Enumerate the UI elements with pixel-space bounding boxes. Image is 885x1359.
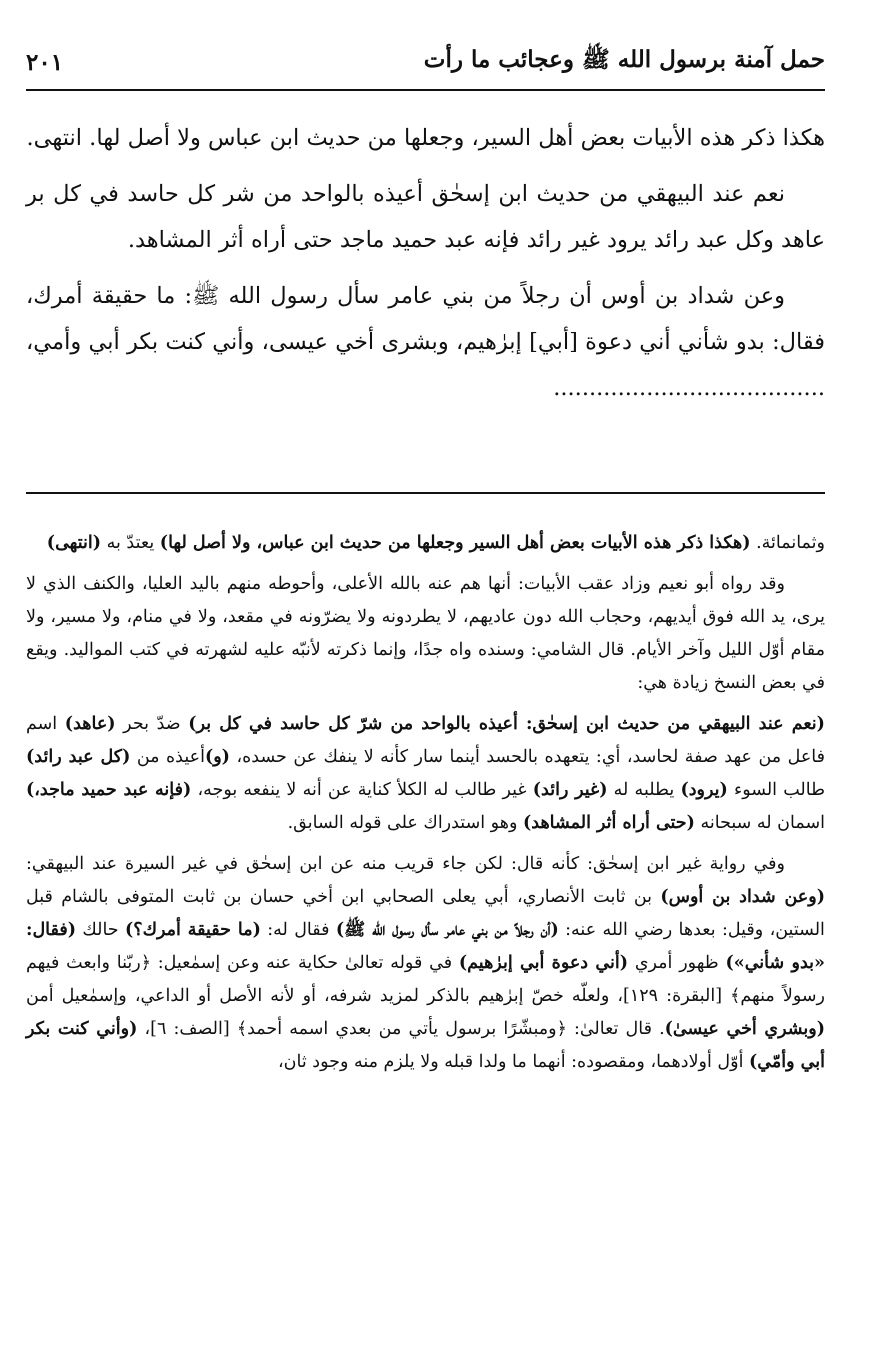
commentary-text: يعتدّ به	[106, 533, 155, 553]
commentary-text: اسم فاعل من عهد صفة لحاسد، أي: يتعهده بالحسد أينما سار كأنه لا ينفك عن حسده،	[26, 714, 825, 767]
quoted-matn: (وبشري أخي عيسىٰ)	[664, 1019, 825, 1039]
quoted-matn: (انتهى)	[46, 533, 102, 553]
quoted-matn: (وأني كنت بكر أبي وأمّي)	[26, 1019, 825, 1072]
main-paragraph-3-text: وعن شداد بن أوس أن رجلاً من بني عامر سأل رسول الله ﷺ: ما حقيقة أمرك، فقال: بدو شأني أني دعوة [أبي] إبرٰهيم، وبشرى أخي عيسى، وأني كنت بكر أبي وأمي،	[26, 283, 825, 355]
commentary-text: اسمان له سبحانه	[700, 813, 825, 833]
quoted-matn: (يرود)	[680, 780, 728, 800]
commentary-paragraph-1	[26, 527, 825, 560]
header-title: حمل آمنة برسول الله ﷺ وعجائب ما رأت	[423, 46, 825, 73]
page-number: ٢٠١	[26, 48, 64, 76]
quoted-matn: (وعن شداد بن أوس)	[660, 887, 825, 907]
footnote-divider	[26, 492, 825, 494]
commentary-text: وثمانمائة.	[756, 533, 825, 553]
commentary-text: أوّل أولادهما، ومقصوده: أنهما ما ولدا قبله ولا يلزم منه وجود ثان،	[278, 1052, 744, 1072]
commentary-text: يطلبه له	[613, 780, 675, 800]
quoted-matn: (فإنه عبد حميد ماجد،)	[26, 780, 192, 800]
commentary-text: ضدّ بحر	[123, 714, 181, 734]
quoted-matn: (غير رائد)	[532, 780, 608, 800]
main-paragraph-3	[26, 273, 825, 411]
commentary-text: . قال تعالىٰ: ﴿ومبشّرًا برسول يأتي من بعدي اسمه أحمد﴾ [الصف: ٦]،	[144, 1019, 665, 1039]
ellipsis-dots: ......................................	[553, 375, 825, 401]
main-paragraph-1: هكذا ذكر هذه الأبيات بعض أهل السير، وجعلها من حديث ابن عباس ولا أصل لها. انتهى.	[26, 125, 825, 151]
commentary-text: وفي رواية غير ابن إسحٰق: كأنه قال: لكن جاء قريب منه عن ابن إسحٰق في غير السيرة عند البيهقي:	[26, 854, 785, 874]
commentary-text: طالب السوء	[733, 780, 825, 800]
commentary	[26, 527, 825, 1087]
quoted-matn: (فقال: «بدو شأني»)	[26, 920, 825, 973]
commentary-text: حالك	[82, 920, 119, 940]
quoted-matn: (حتى أراه أثر المشاهد)	[522, 813, 695, 833]
commentary-paragraph-2: وقد رواه أبو نعيم وزاد عقب الأبيات: أنها هم عنه بالله الأعلى، وأحوطه منهم باليد العليا، والكنف الذي لا يرى، يد الله فوق أيديهم، وحجاب الله دون عاديهم، لا يطردونه ولا يضرّونه في مقعد، ولا في منام، ولا مسير، ولا مقام أوّل الليل وآخر الأيام. قال الشامي: وسنده واه جدًا، وإنما ذكرته لأنبّه عليه لشهرته في كتب المواليد. ويقع في بعض النسخ زيادة هي:	[26, 574, 825, 693]
commentary-text: في قوله تعالىٰ حكاية عنه وعن إسمٰعيل: ﴿ربّنا وابعث فيهم رسولاً منهم﴾ [البقرة: ١٢٩]، ولعلّه خصّ إبرٰهيم بالذكر لمزيد شرفه، أو لأنه الأصل أو الداعي، وإسمٰعيل أمن	[26, 953, 825, 1006]
quoted-matn: (نعم عند البيهقي من حديث ابن إسحٰق: أعيذه بالواحد من شرّ كل حاسد في كل بر)	[188, 714, 825, 734]
main-paragraph-2: نعم عند البيهقي من حديث ابن إسحٰق أعيذه بالواحد من شر كل حاسد في كل بر عاهد وكل عبد رائد يرود غير رائد فإنه عبد حميد ماجد حتى أراه أثر المشاهد.	[26, 181, 825, 253]
quoted-matn: (ما حقيقة أمرك؟)	[125, 920, 261, 940]
quoted-matn: (كل عبد رائد)	[26, 747, 131, 767]
running-header	[26, 42, 825, 82]
quoted-matn: (و)	[204, 747, 230, 767]
commentary-text: ظهور أمري	[634, 953, 719, 973]
commentary-text: فقال له:	[267, 920, 330, 940]
commentary-text: أعيذه من	[136, 747, 205, 767]
commentary-text: بن ثابت الأنصاري، أبي يعلى الصحابي ابن أخي حسان بن ثابت المتوفى بالشام قبل الستين، وقيل: بعدها رضي الله عنه:	[26, 887, 825, 940]
commentary-text: وهو استدراك على قوله السابق.	[287, 813, 518, 833]
main-text	[26, 115, 825, 421]
header-rule	[26, 89, 825, 91]
commentary-paragraph-3	[26, 708, 825, 840]
quoted-matn: (أن رجلاً من بني عامر سأل رسول الله ﷺ)	[335, 920, 559, 940]
quoted-matn: (أني دعوة أبي إبرٰهيم)	[458, 953, 629, 973]
quoted-matn: (عاهد)	[64, 714, 116, 734]
commentary-text: غير طالب له الكلأ كناية عن أنه لا ينفعه بوجه،	[197, 780, 527, 800]
quoted-matn: (هكذا ذكر هذه الأبيات بعض أهل السير وجعلها من حديث ابن عباس، ولا أصل لها)	[159, 533, 751, 553]
commentary-paragraph-4	[26, 848, 825, 1079]
